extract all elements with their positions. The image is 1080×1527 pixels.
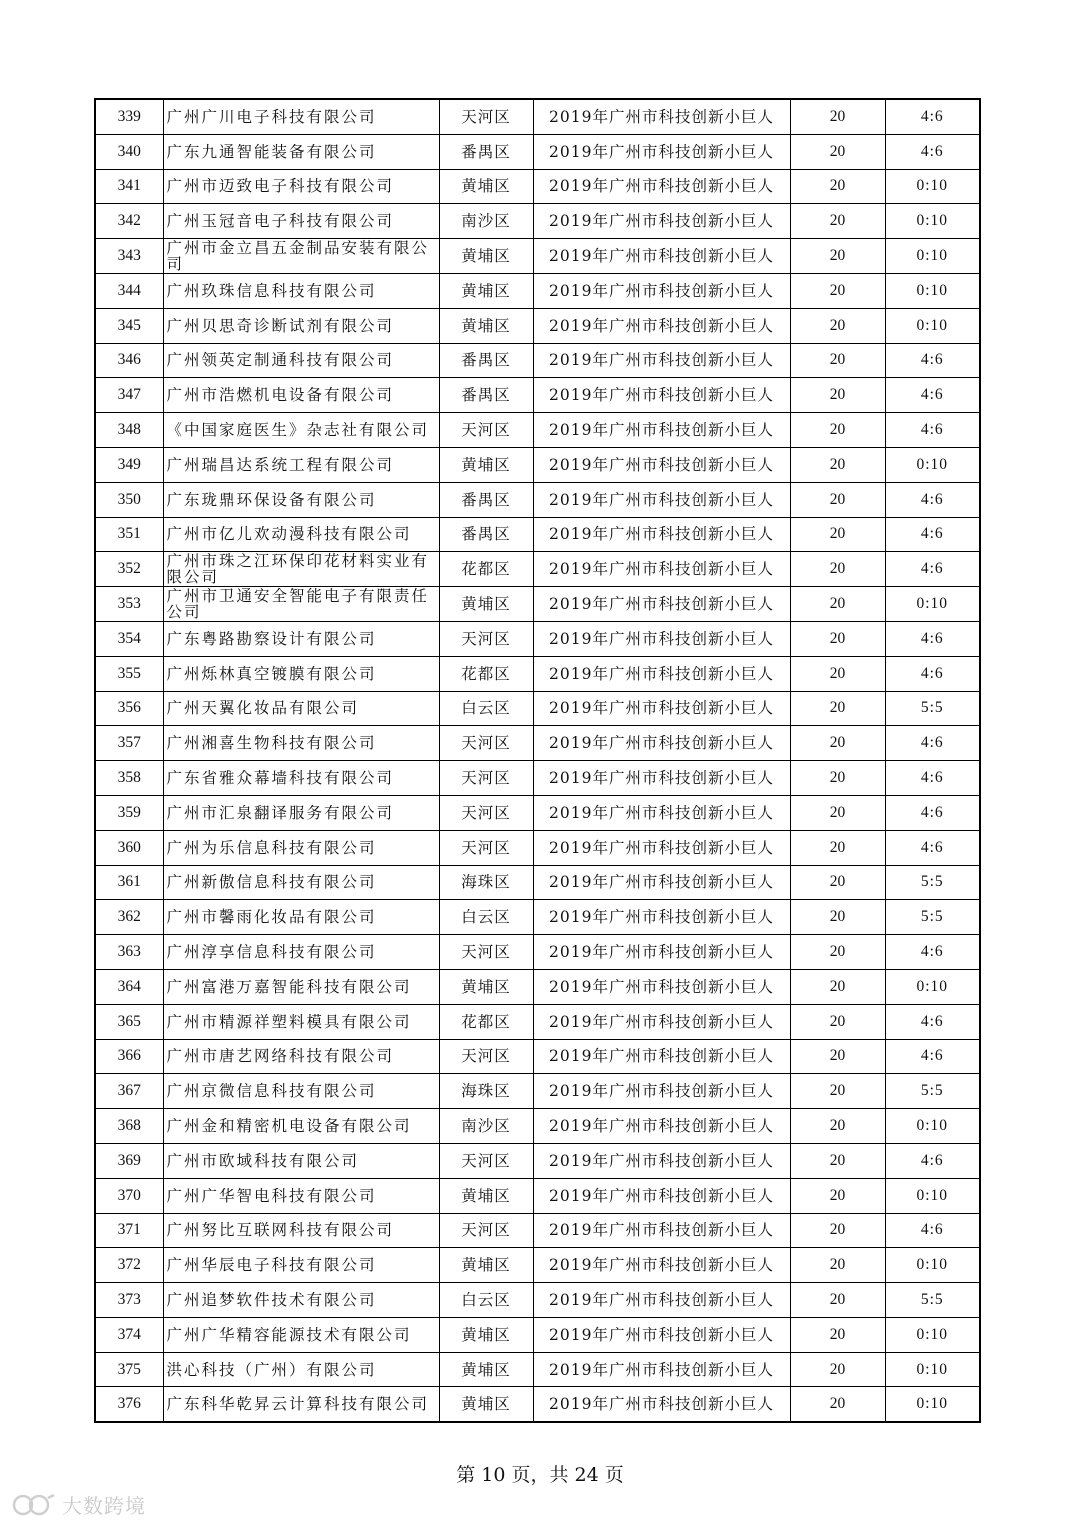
- table-row: [95, 1109, 980, 1144]
- row-number-cell: 368: [95, 1109, 163, 1144]
- table-row: [95, 482, 980, 517]
- category-cell: 2019年广州市科技创新小巨人: [533, 865, 790, 900]
- category-cell: 2019年广州市科技创新小巨人: [533, 134, 790, 169]
- company-name-cell: 广东省雅众幕墙科技有限公司: [163, 761, 439, 796]
- table-row: [95, 1143, 980, 1178]
- district-cell: 番禺区: [439, 134, 533, 169]
- ratio-cell: 4:6: [885, 830, 980, 865]
- table-row: [95, 517, 980, 552]
- row-number-cell: 355: [95, 656, 163, 691]
- amount-cell: 20: [790, 1178, 885, 1213]
- district-cell: 黄埔区: [439, 1178, 533, 1213]
- ratio-cell: 0:10: [885, 239, 980, 274]
- category-cell: 2019年广州市科技创新小巨人: [533, 1283, 790, 1318]
- table-row: [95, 1004, 980, 1039]
- ratio-cell: 4:6: [885, 726, 980, 761]
- ratio-cell: 0:10: [885, 273, 980, 308]
- ratio-cell: 4:6: [885, 1143, 980, 1178]
- ratio-cell: 0:10: [885, 1387, 980, 1422]
- district-cell: 番禺区: [439, 378, 533, 413]
- row-number-cell: 351: [95, 517, 163, 552]
- company-name-cell: 广州为乐信息科技有限公司: [163, 830, 439, 865]
- amount-cell: 20: [790, 239, 885, 274]
- row-number-cell: 343: [95, 239, 163, 274]
- category-cell: 2019年广州市科技创新小巨人: [533, 621, 790, 656]
- category-cell: 2019年广州市科技创新小巨人: [533, 413, 790, 448]
- table-row: [95, 1248, 980, 1283]
- ratio-cell: 4:6: [885, 99, 980, 134]
- company-name-cell: 广州市馨雨化妆品有限公司: [163, 900, 439, 935]
- district-cell: 黄埔区: [439, 1387, 533, 1422]
- category-cell: 2019年广州市科技创新小巨人: [533, 587, 790, 622]
- ratio-cell: 4:6: [885, 621, 980, 656]
- ratio-cell: 4:6: [885, 761, 980, 796]
- row-number-cell: 357: [95, 726, 163, 761]
- ratio-cell: 4:6: [885, 517, 980, 552]
- table-row: [95, 552, 980, 587]
- amount-cell: 20: [790, 726, 885, 761]
- category-cell: 2019年广州市科技创新小巨人: [533, 378, 790, 413]
- amount-cell: 20: [790, 343, 885, 378]
- table-row: [95, 1074, 980, 1109]
- row-number-cell: 375: [95, 1352, 163, 1387]
- table-row: [95, 795, 980, 830]
- amount-cell: 20: [790, 656, 885, 691]
- category-cell: 2019年广州市科技创新小巨人: [533, 969, 790, 1004]
- amount-cell: 20: [790, 1039, 885, 1074]
- company-name-cell: 广州烁林真空镀膜有限公司: [163, 656, 439, 691]
- ratio-cell: 4:6: [885, 935, 980, 970]
- row-number-cell: 359: [95, 795, 163, 830]
- table-row: [95, 134, 980, 169]
- table-row: [95, 587, 980, 622]
- company-name-cell: 广州新傲信息科技有限公司: [163, 865, 439, 900]
- company-name-cell: 广州市卫通安全智能电子有限责任公司: [163, 587, 439, 622]
- company-name-cell: 广东珑鼎环保设备有限公司: [163, 482, 439, 517]
- table-row: [95, 1178, 980, 1213]
- amount-cell: 20: [790, 865, 885, 900]
- row-number-cell: 371: [95, 1213, 163, 1248]
- category-cell: 2019年广州市科技创新小巨人: [533, 761, 790, 796]
- table-row: [95, 656, 980, 691]
- ratio-cell: 5:5: [885, 1283, 980, 1318]
- district-cell: 黄埔区: [439, 308, 533, 343]
- amount-cell: 20: [790, 204, 885, 239]
- company-name-cell: 广州广华智电科技有限公司: [163, 1178, 439, 1213]
- row-number-cell: 352: [95, 552, 163, 587]
- table-row: [95, 239, 980, 274]
- category-cell: 2019年广州市科技创新小巨人: [533, 691, 790, 726]
- row-number-cell: 348: [95, 413, 163, 448]
- district-cell: 番禺区: [439, 517, 533, 552]
- amount-cell: 20: [790, 900, 885, 935]
- company-name-cell: 广州广川电子科技有限公司: [163, 99, 439, 134]
- category-cell: 2019年广州市科技创新小巨人: [533, 169, 790, 204]
- row-number-cell: 373: [95, 1283, 163, 1318]
- district-cell: 白云区: [439, 900, 533, 935]
- category-cell: 2019年广州市科技创新小巨人: [533, 1352, 790, 1387]
- district-cell: 天河区: [439, 795, 533, 830]
- ratio-cell: 0:10: [885, 969, 980, 1004]
- row-number-cell: 339: [95, 99, 163, 134]
- ratio-cell: 5:5: [885, 900, 980, 935]
- category-cell: 2019年广州市科技创新小巨人: [533, 1074, 790, 1109]
- amount-cell: 20: [790, 99, 885, 134]
- ratio-cell: 5:5: [885, 691, 980, 726]
- amount-cell: 20: [790, 1143, 885, 1178]
- company-name-cell: 广州淳享信息科技有限公司: [163, 935, 439, 970]
- watermark: [12, 1490, 146, 1519]
- table-row: [95, 413, 980, 448]
- row-number-cell: 340: [95, 134, 163, 169]
- district-cell: 天河区: [439, 621, 533, 656]
- table-row: [95, 1213, 980, 1248]
- district-cell: 黄埔区: [439, 587, 533, 622]
- row-number-cell: 367: [95, 1074, 163, 1109]
- district-cell: 黄埔区: [439, 169, 533, 204]
- ratio-cell: 0:10: [885, 1178, 980, 1213]
- district-cell: 南沙区: [439, 1109, 533, 1144]
- category-cell: 2019年广州市科技创新小巨人: [533, 99, 790, 134]
- row-number-cell: 347: [95, 378, 163, 413]
- company-name-cell: 广州领英定制通科技有限公司: [163, 343, 439, 378]
- row-number-cell: 372: [95, 1248, 163, 1283]
- district-cell: 天河区: [439, 1039, 533, 1074]
- company-name-cell: 广州市欧域科技有限公司: [163, 1143, 439, 1178]
- district-cell: 黄埔区: [439, 273, 533, 308]
- district-cell: 黄埔区: [439, 447, 533, 482]
- company-name-cell: 广州瑞昌达系统工程有限公司: [163, 447, 439, 482]
- district-cell: 番禺区: [439, 343, 533, 378]
- watermark-text: 大数跨境: [62, 1494, 146, 1518]
- amount-cell: 20: [790, 1213, 885, 1248]
- company-name-cell: 广州天翼化妆品有限公司: [163, 691, 439, 726]
- company-name-cell: 《中国家庭医生》杂志社有限公司: [163, 413, 439, 448]
- category-cell: 2019年广州市科技创新小巨人: [533, 935, 790, 970]
- row-number-cell: 361: [95, 865, 163, 900]
- table-row: [95, 1283, 980, 1318]
- ratio-cell: 5:5: [885, 1074, 980, 1109]
- ratio-cell: 4:6: [885, 378, 980, 413]
- category-cell: 2019年广州市科技创新小巨人: [533, 830, 790, 865]
- district-cell: 天河区: [439, 935, 533, 970]
- district-cell: 花都区: [439, 1004, 533, 1039]
- district-cell: 黄埔区: [439, 239, 533, 274]
- category-cell: 2019年广州市科技创新小巨人: [533, 1213, 790, 1248]
- district-cell: 白云区: [439, 1283, 533, 1318]
- table-row: [95, 378, 980, 413]
- ratio-cell: 4:6: [885, 1213, 980, 1248]
- amount-cell: 20: [790, 969, 885, 1004]
- company-name-cell: 广东科华乾昇云计算科技有限公司: [163, 1387, 439, 1422]
- company-name-cell: 广州追梦软件技术有限公司: [163, 1283, 439, 1318]
- ratio-cell: 0:10: [885, 204, 980, 239]
- category-cell: 2019年广州市科技创新小巨人: [533, 1248, 790, 1283]
- company-name-cell: 广东粤路勘察设计有限公司: [163, 621, 439, 656]
- amount-cell: 20: [790, 1004, 885, 1039]
- amount-cell: 20: [790, 1387, 885, 1422]
- amount-cell: 20: [790, 587, 885, 622]
- ratio-cell: 4:6: [885, 343, 980, 378]
- company-name-cell: 广州广华精容能源技术有限公司: [163, 1317, 439, 1352]
- row-number-cell: 363: [95, 935, 163, 970]
- amount-cell: 20: [790, 517, 885, 552]
- table-row: [95, 169, 980, 204]
- ratio-cell: 0:10: [885, 587, 980, 622]
- district-cell: 黄埔区: [439, 1317, 533, 1352]
- table-row: [95, 865, 980, 900]
- ratio-cell: 5:5: [885, 865, 980, 900]
- row-number-cell: 364: [95, 969, 163, 1004]
- category-cell: 2019年广州市科技创新小巨人: [533, 1109, 790, 1144]
- row-number-cell: 365: [95, 1004, 163, 1039]
- category-cell: 2019年广州市科技创新小巨人: [533, 239, 790, 274]
- table-row: [95, 99, 980, 134]
- ratio-cell: 4:6: [885, 1039, 980, 1074]
- amount-cell: 20: [790, 308, 885, 343]
- row-number-cell: 369: [95, 1143, 163, 1178]
- company-name-cell: 广州金和精密机电设备有限公司: [163, 1109, 439, 1144]
- ratio-cell: 4:6: [885, 413, 980, 448]
- row-number-cell: 350: [95, 482, 163, 517]
- district-cell: 黄埔区: [439, 1352, 533, 1387]
- company-table: [94, 98, 981, 1423]
- ratio-cell: 0:10: [885, 1109, 980, 1144]
- amount-cell: 20: [790, 1074, 885, 1109]
- amount-cell: 20: [790, 134, 885, 169]
- company-name-cell: 广州华辰电子科技有限公司: [163, 1248, 439, 1283]
- table-row: [95, 1387, 980, 1422]
- company-name-cell: 广州湘喜生物科技有限公司: [163, 726, 439, 761]
- amount-cell: 20: [790, 378, 885, 413]
- district-cell: 黄埔区: [439, 969, 533, 1004]
- company-name-cell: 广州市珠之江环保印花材料实业有限公司: [163, 552, 439, 587]
- row-number-cell: 360: [95, 830, 163, 865]
- category-cell: 2019年广州市科技创新小巨人: [533, 273, 790, 308]
- amount-cell: 20: [790, 795, 885, 830]
- district-cell: 海珠区: [439, 865, 533, 900]
- ratio-cell: 4:6: [885, 134, 980, 169]
- row-number-cell: 353: [95, 587, 163, 622]
- district-cell: 天河区: [439, 99, 533, 134]
- company-name-cell: 广州市唐艺网络科技有限公司: [163, 1039, 439, 1074]
- company-name-cell: 广东九通智能装备有限公司: [163, 134, 439, 169]
- amount-cell: 20: [790, 621, 885, 656]
- category-cell: 2019年广州市科技创新小巨人: [533, 1004, 790, 1039]
- company-name-cell: 广州玉冠音电子科技有限公司: [163, 204, 439, 239]
- row-number-cell: 366: [95, 1039, 163, 1074]
- district-cell: 天河区: [439, 413, 533, 448]
- district-cell: 南沙区: [439, 204, 533, 239]
- company-name-cell: 广州玖珠信息科技有限公司: [163, 273, 439, 308]
- amount-cell: 20: [790, 1109, 885, 1144]
- table-row: [95, 969, 980, 1004]
- row-number-cell: 354: [95, 621, 163, 656]
- table-row: [95, 726, 980, 761]
- row-number-cell: 362: [95, 900, 163, 935]
- table-row: [95, 447, 980, 482]
- table-body: [95, 99, 980, 1422]
- district-cell: 番禺区: [439, 482, 533, 517]
- amount-cell: 20: [790, 413, 885, 448]
- company-name-cell: 广州市精源祥塑料模具有限公司: [163, 1004, 439, 1039]
- district-cell: 天河区: [439, 761, 533, 796]
- district-cell: 天河区: [439, 726, 533, 761]
- row-number-cell: 344: [95, 273, 163, 308]
- category-cell: 2019年广州市科技创新小巨人: [533, 900, 790, 935]
- ratio-cell: 0:10: [885, 308, 980, 343]
- table-row: [95, 1039, 980, 1074]
- category-cell: 2019年广州市科技创新小巨人: [533, 1317, 790, 1352]
- table-row: [95, 273, 980, 308]
- table-row: [95, 308, 980, 343]
- ratio-cell: 0:10: [885, 447, 980, 482]
- company-name-cell: 广州市金立昌五金制品安装有限公司: [163, 239, 439, 274]
- ratio-cell: 0:10: [885, 1317, 980, 1352]
- row-number-cell: 349: [95, 447, 163, 482]
- district-cell: 天河区: [439, 1143, 533, 1178]
- category-cell: 2019年广州市科技创新小巨人: [533, 482, 790, 517]
- row-number-cell: 374: [95, 1317, 163, 1352]
- category-cell: 2019年广州市科技创新小巨人: [533, 1039, 790, 1074]
- company-name-cell: 广州富港万嘉智能科技有限公司: [163, 969, 439, 1004]
- district-cell: 天河区: [439, 1213, 533, 1248]
- category-cell: 2019年广州市科技创新小巨人: [533, 1178, 790, 1213]
- amount-cell: 20: [790, 1283, 885, 1318]
- row-number-cell: 342: [95, 204, 163, 239]
- row-number-cell: 346: [95, 343, 163, 378]
- category-cell: 2019年广州市科技创新小巨人: [533, 204, 790, 239]
- category-cell: 2019年广州市科技创新小巨人: [533, 552, 790, 587]
- company-name-cell: 洪心科技（广州）有限公司: [163, 1352, 439, 1387]
- amount-cell: 20: [790, 761, 885, 796]
- table-row: [95, 1352, 980, 1387]
- table-row: [95, 343, 980, 378]
- table-row: [95, 621, 980, 656]
- amount-cell: 20: [790, 1248, 885, 1283]
- ratio-cell: 4:6: [885, 795, 980, 830]
- amount-cell: 20: [790, 447, 885, 482]
- table-row: [95, 830, 980, 865]
- district-cell: 花都区: [439, 552, 533, 587]
- ratio-cell: 0:10: [885, 1248, 980, 1283]
- company-name-cell: 广州市迈致电子科技有限公司: [163, 169, 439, 204]
- amount-cell: 20: [790, 273, 885, 308]
- ratio-cell: 4:6: [885, 656, 980, 691]
- amount-cell: 20: [790, 935, 885, 970]
- amount-cell: 20: [790, 482, 885, 517]
- company-name-cell: 广州京微信息科技有限公司: [163, 1074, 439, 1109]
- category-cell: 2019年广州市科技创新小巨人: [533, 1143, 790, 1178]
- amount-cell: 20: [790, 1352, 885, 1387]
- page-number: 第 10 页，共 24 页: [456, 1464, 624, 1486]
- category-cell: 2019年广州市科技创新小巨人: [533, 517, 790, 552]
- amount-cell: 20: [790, 169, 885, 204]
- amount-cell: 20: [790, 830, 885, 865]
- company-name-cell: 广州努比互联网科技有限公司: [163, 1213, 439, 1248]
- district-cell: 花都区: [439, 656, 533, 691]
- table-row: [95, 1317, 980, 1352]
- district-cell: 海珠区: [439, 1074, 533, 1109]
- company-name-cell: 广州市浩燃机电设备有限公司: [163, 378, 439, 413]
- amount-cell: 20: [790, 552, 885, 587]
- ratio-cell: 0:10: [885, 169, 980, 204]
- district-cell: 天河区: [439, 830, 533, 865]
- amount-cell: 20: [790, 1317, 885, 1352]
- category-cell: 2019年广州市科技创新小巨人: [533, 1387, 790, 1422]
- row-number-cell: 358: [95, 761, 163, 796]
- amount-cell: 20: [790, 691, 885, 726]
- category-cell: 2019年广州市科技创新小巨人: [533, 343, 790, 378]
- ratio-cell: 4:6: [885, 552, 980, 587]
- table-row: [95, 935, 980, 970]
- category-cell: 2019年广州市科技创新小巨人: [533, 726, 790, 761]
- row-number-cell: 370: [95, 1178, 163, 1213]
- company-name-cell: 广州市汇泉翻译服务有限公司: [163, 795, 439, 830]
- category-cell: 2019年广州市科技创新小巨人: [533, 447, 790, 482]
- category-cell: 2019年广州市科技创新小巨人: [533, 795, 790, 830]
- row-number-cell: 341: [95, 169, 163, 204]
- row-number-cell: 356: [95, 691, 163, 726]
- district-cell: 黄埔区: [439, 1248, 533, 1283]
- table-row: [95, 900, 980, 935]
- category-cell: 2019年广州市科技创新小巨人: [533, 308, 790, 343]
- row-number-cell: 345: [95, 308, 163, 343]
- company-name-cell: 广州贝思奇诊断试剂有限公司: [163, 308, 439, 343]
- watermark-logo-icon: [12, 1492, 56, 1518]
- table-row: [95, 761, 980, 796]
- ratio-cell: 4:6: [885, 1004, 980, 1039]
- table-row: [95, 691, 980, 726]
- table-row: [95, 204, 980, 239]
- category-cell: 2019年广州市科技创新小巨人: [533, 656, 790, 691]
- company-name-cell: 广州市亿儿欢动漫科技有限公司: [163, 517, 439, 552]
- ratio-cell: 0:10: [885, 1352, 980, 1387]
- row-number-cell: 376: [95, 1387, 163, 1422]
- district-cell: 白云区: [439, 691, 533, 726]
- ratio-cell: 4:6: [885, 482, 980, 517]
